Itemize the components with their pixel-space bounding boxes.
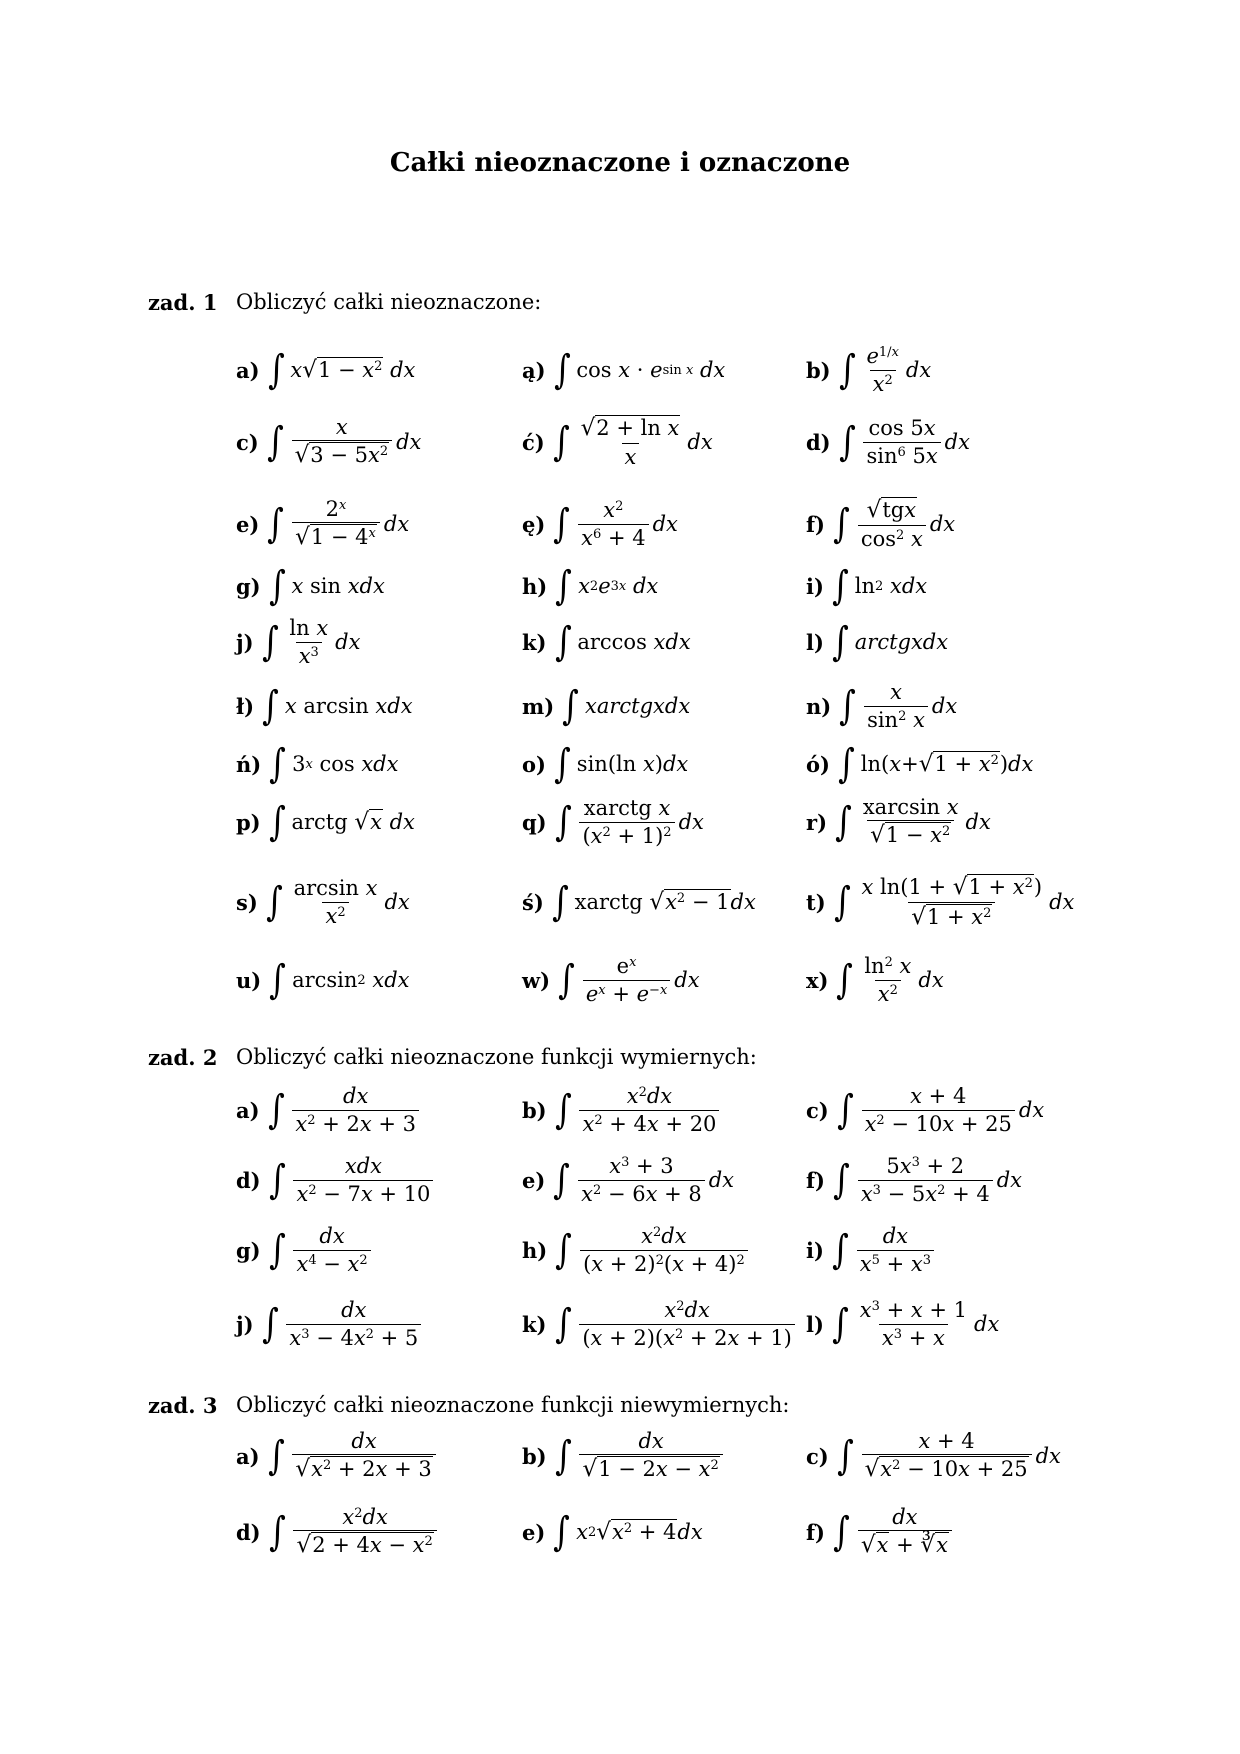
integral-sign: ∫ [555, 563, 572, 609]
exercise-label: c) [806, 1097, 829, 1123]
integral-sign: ∫ [832, 563, 849, 609]
exercise-label: ń) [236, 751, 262, 777]
integral-sign: ∫ [838, 347, 856, 393]
integrand: ln( x + $√1 + x^2$ ) dx [860, 751, 1034, 777]
exercise-3a [236, 1424, 438, 1488]
integrand: x arcsin xdx [284, 694, 413, 718]
exercise-1h [522, 554, 658, 618]
integral-sign: ∫ [835, 799, 852, 845]
exercise-2d [236, 1148, 435, 1212]
integrand: $\frac{\text{xarctg x}}{(x^2 + 1)^2}$ dx [577, 796, 703, 847]
integrand: arcsin 2 xdx [292, 968, 410, 992]
integral-sign: ∫ [833, 501, 850, 547]
integral-sign: ∫ [553, 1157, 571, 1203]
exercise-2b [522, 1078, 721, 1142]
section-label-zad3: zad. 3 [148, 1393, 218, 1418]
exercise-2a [236, 1078, 421, 1142]
exercise-1b [806, 338, 931, 402]
exercise-1o-acute [806, 732, 1033, 796]
exercise-label: e) [522, 1519, 546, 1545]
exercise-2k [522, 1292, 797, 1356]
exercise-1t [806, 870, 1074, 934]
integral-sign: ∫ [562, 683, 579, 729]
exercise-2g [236, 1218, 373, 1282]
integrand: $\frac{\text{ln x}}{x^3}$ dx [289, 616, 361, 668]
exercise-2f [806, 1148, 1022, 1212]
integrand: $\frac{dx}{√x + ∛x}$ [856, 1505, 954, 1559]
integral-sign: ∫ [838, 419, 856, 465]
exercise-label: j) [236, 1311, 254, 1337]
integral-sign: ∫ [265, 879, 283, 925]
integrand: $\frac{dx}{x^5 + x^3}$ [855, 1224, 936, 1275]
integrand: cos x · e sin x dx [576, 358, 726, 382]
exercise-1p [236, 790, 415, 854]
integral-sign: ∫ [261, 1301, 279, 1347]
exercise-1n [806, 674, 957, 738]
integral-sign: ∫ [268, 563, 286, 609]
exercise-1r [806, 790, 991, 854]
integrand: $\frac{\text{√2 + ln x}}{x}$ dx [580, 415, 713, 469]
integrand: $\frac{\text{xdx}}{x^2 - 7x + 10}$ [291, 1154, 435, 1205]
exercise-label: f) [806, 1519, 825, 1545]
integrand: $\frac{5x^3 + 2}{x^3 - 5x^2 + 4}$ dx [856, 1154, 1022, 1205]
integrand: $\frac{dx}{x^2 + 2x + 3}$ [290, 1084, 421, 1135]
exercise-2i [806, 1218, 936, 1282]
exercise-label: a) [236, 357, 260, 383]
exercise-3f [806, 1500, 954, 1564]
exercise-1d [806, 410, 970, 474]
exercise-label: b) [806, 357, 831, 383]
exercise-1u [236, 948, 410, 1012]
section-label-zad2: zad. 2 [148, 1045, 218, 1070]
integrand: arctgxdx [854, 630, 949, 654]
exercise-label: d) [806, 429, 831, 455]
integrand: $\frac{\ln^2 x}{x^2}$ dx [864, 954, 944, 1006]
exercise-label: ś) [522, 889, 544, 915]
integral-sign: ∫ [553, 1509, 571, 1555]
exercise-label: g) [236, 1237, 261, 1263]
integrand: $\frac{\text{arcsin x}}{x^2}$ dx [293, 876, 410, 928]
integral-sign: ∫ [554, 1087, 572, 1133]
integral-sign: ∫ [268, 799, 286, 845]
exercise-label: f) [806, 1167, 825, 1193]
integrand: $\frac{\text{√tgx}}{\cos^2 x}$ dx [856, 497, 955, 551]
integral-sign: ∫ [554, 619, 572, 665]
integrand: $\frac{x}{\sin^2 x}$ dx [862, 680, 957, 731]
exercise-label: c) [236, 429, 259, 455]
integrand: arccos xdx [577, 630, 691, 654]
integral-sign: ∫ [832, 1301, 849, 1347]
integral-sign: ∫ [267, 1433, 285, 1479]
section-instruction-zad3: Obliczyć całki nieoznaczone funkcji niewymiernych: [236, 1393, 790, 1417]
exercise-label: ę) [522, 511, 546, 537]
exercise-1o [522, 732, 688, 796]
integral-sign: ∫ [839, 683, 856, 729]
integral-sign: ∫ [552, 419, 570, 465]
section-label-zad1: zad. 1 [148, 290, 218, 315]
integral-sign: ∫ [554, 741, 571, 787]
exercise-label: d) [236, 1167, 261, 1193]
integrand: $\frac{x + 4}{√x^2 - 10x + 25}$ dx [860, 1429, 1061, 1483]
integral-sign: ∫ [836, 1087, 854, 1133]
exercise-1x [806, 948, 944, 1012]
integrand: $\frac{x^3 + 3}{x^2 - 6x + 8}$ dx [576, 1154, 734, 1205]
exercise-label: a) [236, 1443, 260, 1469]
integrand: $\frac{\text{xarcsin x}}{√1 - x^2}$ dx [862, 795, 991, 849]
integrand: $\frac{dx}{x^4 - x^2}$ [291, 1224, 372, 1275]
exercise-label: a) [236, 1097, 260, 1123]
integrand: x 2 e 3x dx [578, 574, 659, 598]
integral-sign: ∫ [551, 879, 569, 925]
integrand: xarctgxdx [585, 694, 691, 718]
integral-sign: ∫ [558, 957, 575, 1003]
exercise-1c-acute [522, 410, 713, 474]
exercise-label: ó) [806, 751, 830, 777]
integrand: $\frac{dx}{x^3 - 4x^2 + 5}$ [284, 1298, 423, 1349]
exercise-label: e) [522, 1167, 546, 1193]
exercise-label: b) [522, 1443, 547, 1469]
exercise-label: h) [522, 1237, 548, 1263]
integrand: $\frac{\cos 5x}{\sin^6 5x}$ dx [861, 416, 970, 467]
integrand: $\frac{x + 4}{x^2 - 10x + 25}$ dx [860, 1084, 1045, 1135]
integrand: x $√1 - x^2$ dx [290, 357, 416, 383]
integral-sign: ∫ [268, 1157, 286, 1203]
exercise-1f [806, 492, 955, 556]
exercise-label: i) [806, 1237, 824, 1263]
integral-sign: ∫ [838, 741, 855, 787]
integrand: $\frac{x}{√3 - 5x^2}$ dx [290, 415, 422, 469]
integrand: $\frac{2^x}{√1 - 4^x}$ dx [290, 497, 409, 551]
integral-sign: ∫ [267, 1087, 285, 1133]
exercise-1q [522, 790, 704, 854]
integrand: arctg √x dx [291, 809, 415, 835]
exercise-label: d) [236, 1519, 261, 1545]
exercise-label: t) [806, 889, 826, 915]
integrand: x sin xdx [291, 574, 385, 598]
integrand: xarctg $√x^2 - 1$ dx [574, 889, 756, 915]
integral-sign: ∫ [833, 1509, 850, 1555]
integral-sign: ∫ [262, 683, 279, 729]
page-title: Całki nieoznaczone i oznaczone [389, 148, 851, 178]
integrand: $\frac{dx}{√1 - 2x - x^2}$ [577, 1429, 724, 1483]
integrand: $\frac{dx}{√x^2 + 2x + 3}$ [290, 1429, 437, 1483]
exercise-2h [522, 1218, 750, 1282]
integral-sign: ∫ [268, 1509, 286, 1555]
exercise-1l [806, 610, 948, 674]
exercise-label: e) [236, 511, 260, 537]
exercise-label: l) [806, 1311, 824, 1337]
integral-sign: ∫ [832, 1227, 849, 1273]
exercise-label: u) [236, 967, 262, 993]
exercise-label: o) [522, 751, 546, 777]
integrand: $\frac{x^2}{x^6 + 4}$ dx [576, 498, 678, 549]
exercise-label: p) [236, 809, 261, 835]
exercise-label: j) [236, 629, 254, 655]
integrand: ln 2 xdx [854, 574, 928, 598]
exercise-label: w) [522, 967, 551, 993]
integrand: $\frac{e^{1/x}}{x^2}$ dx [866, 344, 932, 396]
integral-sign: ∫ [555, 1227, 572, 1273]
integral-sign: ∫ [554, 799, 572, 845]
integral-sign: ∫ [554, 1433, 572, 1479]
exercise-label: l) [806, 629, 824, 655]
exercise-3b [522, 1424, 725, 1488]
exercise-2c [806, 1078, 1044, 1142]
exercise-1l-stroke [236, 674, 413, 738]
exercise-label: c) [806, 1443, 829, 1469]
exercise-label: x) [806, 967, 829, 993]
integral-sign: ∫ [836, 957, 854, 1003]
integrand: $\frac{x^2dx}{√2 + 4x - x^2}$ [291, 1505, 438, 1559]
integrand: x 2 $√x^2 + 4$ dx [576, 1519, 703, 1545]
exercise-1j [236, 610, 360, 674]
exercise-label: g) [236, 573, 261, 599]
exercise-label: h) [522, 573, 548, 599]
integral-sign: ∫ [554, 1301, 572, 1347]
exercise-1a-ogonek [522, 338, 725, 402]
exercise-1k [522, 610, 691, 674]
section-instruction-zad2: Obliczyć całki nieoznaczone funkcji wymiernych: [236, 1045, 757, 1069]
exercise-label: s) [236, 889, 258, 915]
integrand: $\frac{x^3 + x + 1}{x^3 + x}$ dx [859, 1298, 1000, 1350]
integral-sign: ∫ [269, 957, 286, 1003]
integrand: sin(ln x ) dx [576, 752, 689, 776]
integral-sign: ∫ [553, 347, 571, 393]
exercise-1e [236, 492, 409, 556]
integrand: $\frac{x^2dx}{(x + 2)^2(x + 4)^2}$ [578, 1224, 750, 1275]
exercise-2e [522, 1148, 734, 1212]
integral-sign: ∫ [268, 1227, 286, 1273]
integral-sign: ∫ [261, 619, 279, 665]
integral-sign: ∫ [553, 501, 571, 547]
exercise-label: ć) [522, 429, 545, 455]
exercise-1e-ogonek [522, 492, 678, 556]
exercise-label: k) [522, 629, 547, 655]
exercise-1g [236, 554, 385, 618]
exercise-label: q) [522, 809, 547, 835]
exercise-1m [522, 674, 690, 738]
exercise-1s [236, 870, 410, 934]
integrand: $\frac{x^2dx}{(x + 2)(x^2 + 2x + 1)}$ [577, 1298, 797, 1349]
integrand: $\frac{e^x}{e^x + e^{-x}}$ dx [581, 954, 700, 1005]
exercise-1a [236, 338, 415, 402]
exercise-label: m) [522, 693, 555, 719]
exercise-label: n) [806, 693, 832, 719]
exercise-label: i) [806, 573, 824, 599]
exercise-2l [806, 1292, 999, 1356]
exercise-label: b) [522, 1097, 547, 1123]
exercise-label: ą) [522, 357, 546, 383]
integral-sign: ∫ [832, 619, 849, 665]
exercise-label: ł) [236, 693, 255, 719]
exercise-label: f) [806, 511, 825, 537]
integral-sign: ∫ [833, 1157, 850, 1203]
exercise-3c [806, 1424, 1061, 1488]
exercise-label: r) [806, 809, 827, 835]
exercise-1c [236, 410, 421, 474]
exercise-1i [806, 554, 927, 618]
exercise-2j [236, 1292, 423, 1356]
exercise-1s-acute [522, 870, 756, 934]
exercise-3e [522, 1500, 703, 1564]
integral-sign: ∫ [267, 347, 285, 393]
exercise-1n-acute [236, 732, 398, 796]
integrand: $\frac{x \ln(1 + √1 + x^2)}{√1 + x^2}$ dx [861, 873, 1075, 930]
integrand: $\frac{x^2dx}{x^2 + 4x + 20}$ [577, 1084, 721, 1135]
integral-sign: ∫ [833, 879, 851, 925]
exercise-label: k) [522, 1311, 547, 1337]
integral-sign: ∫ [269, 741, 286, 787]
section-instruction-zad1: Obliczyć całki nieoznaczone: [236, 290, 542, 314]
exercise-3d [236, 1500, 439, 1564]
integral-sign: ∫ [266, 419, 284, 465]
integral-sign: ∫ [836, 1433, 854, 1479]
integral-sign: ∫ [267, 501, 285, 547]
exercise-1w [522, 948, 700, 1012]
integrand: 3 x cos xdx [292, 752, 399, 776]
